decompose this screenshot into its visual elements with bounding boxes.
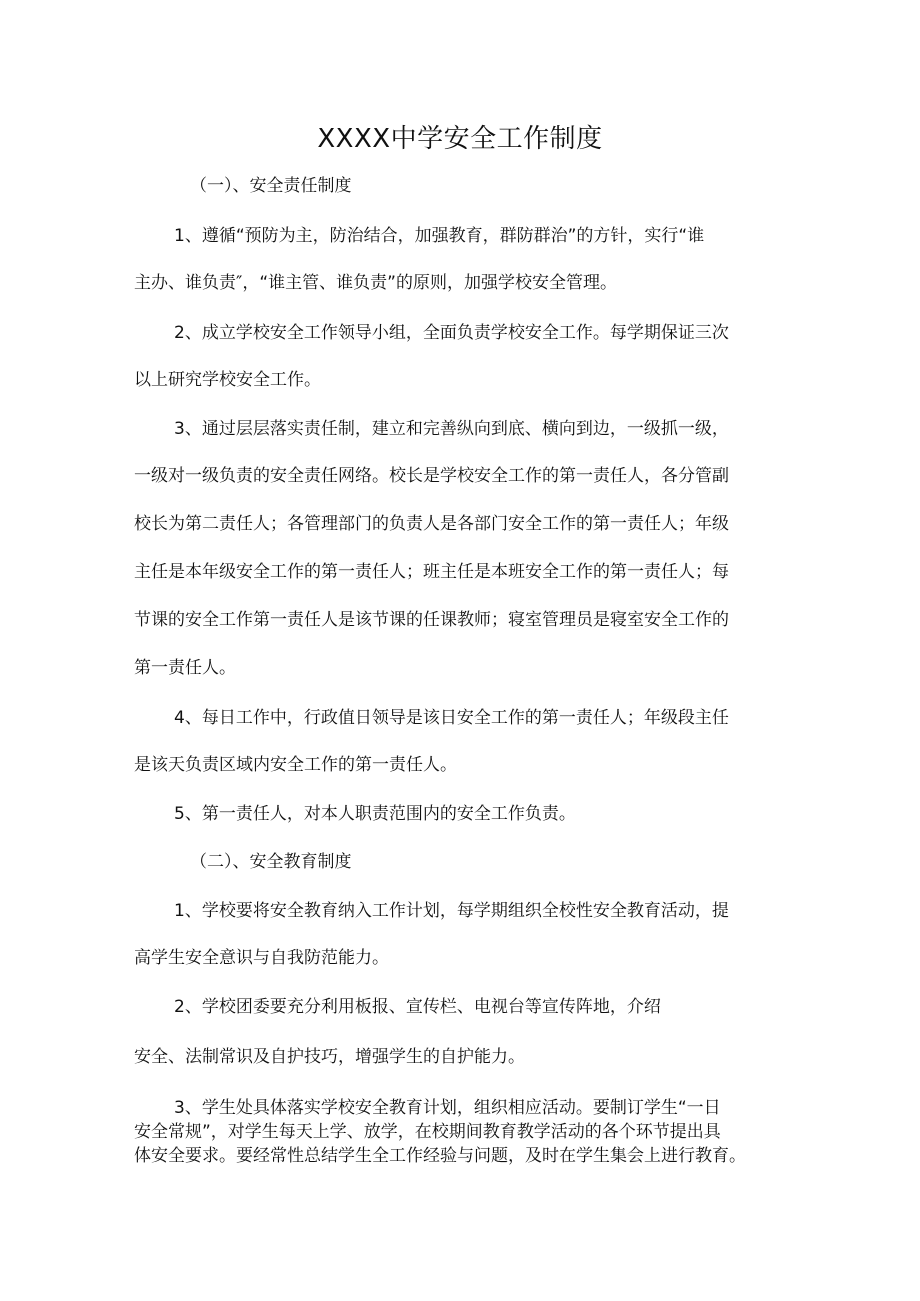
paragraph-line: 高学生安全意识与自我防范能力。 [134,948,389,968]
paragraph-line: 主办、谁负责″，“谁主管、谁负责”的原则，加强学校安全管理。 [134,273,617,293]
paragraph-line: 以上研究学校安全工作。 [134,370,321,390]
paragraph-line: 体安全要求。要经常性总结学生全工作经验与问题，及时在学生集会上进行教育。 [134,1146,746,1166]
paragraph-line: 安全、法制常识及自护技巧，增强学生的自护能力。 [134,1047,525,1067]
paragraph-line: 2、学校团委要充分利用板报、宣传栏、电视台等宣传阵地，介绍 [174,997,661,1017]
paragraph-line: 2、成立学校安全工作领导小组，全面负责学校安全工作。每学期保证三次 [174,323,729,343]
paragraph-line: 5、第一责任人，对本人职责范围内的安全工作负责。 [174,804,576,824]
paragraph-line: 1、遵循“预防为主，防治结合，加强教育，群防群治”的方针，实行“谁 [174,226,705,246]
paragraph-line: 节课的安全工作第一责任人是该节课的任课教师；寝室管理员是寝室安全工作的 [134,610,729,630]
paragraph-line: 是该天负责区域内安全工作的第一责任人。 [134,755,457,775]
paragraph-line: 校长为第二责任人；各管理部门的负责人是各部门安全工作的第一责任人；年级 [134,514,729,534]
section-heading-1: （一）、安全责任制度 [190,176,352,196]
section-heading-2: （二）、安全教育制度 [190,852,352,872]
paragraph-line: 主任是本年级安全工作的第一责任人；班主任是本班安全工作的第一责任人；每 [134,562,729,582]
paragraph-line: 安全常规”，对学生每天上学、放学，在校期间教育教学活动的各个环节提出具 [134,1122,721,1142]
paragraph-line: 1、学校要将安全教育纳入工作计划，每学期组织全校性安全教育活动，提 [174,901,729,921]
paragraph-line: 3、通过层层落实责任制，建立和完善纵向到底、横向到边，一级抓一级， [174,419,729,439]
paragraph-line: 4、每日工作中，行政值日领导是该日安全工作的第一责任人；年级段主任 [174,708,729,728]
paragraph-line: 一级对一级负责的安全责任网络。校长是学校安全工作的第一责任人，各分管副 [134,466,729,486]
paragraph-line: 第一责任人。 [134,658,236,678]
paragraph-line: 3、学生处具体落实学校安全教育计划，组织相应活动。要制订学生“一日 [174,1098,721,1118]
document-title: XXXX中学安全工作制度 [317,124,603,154]
